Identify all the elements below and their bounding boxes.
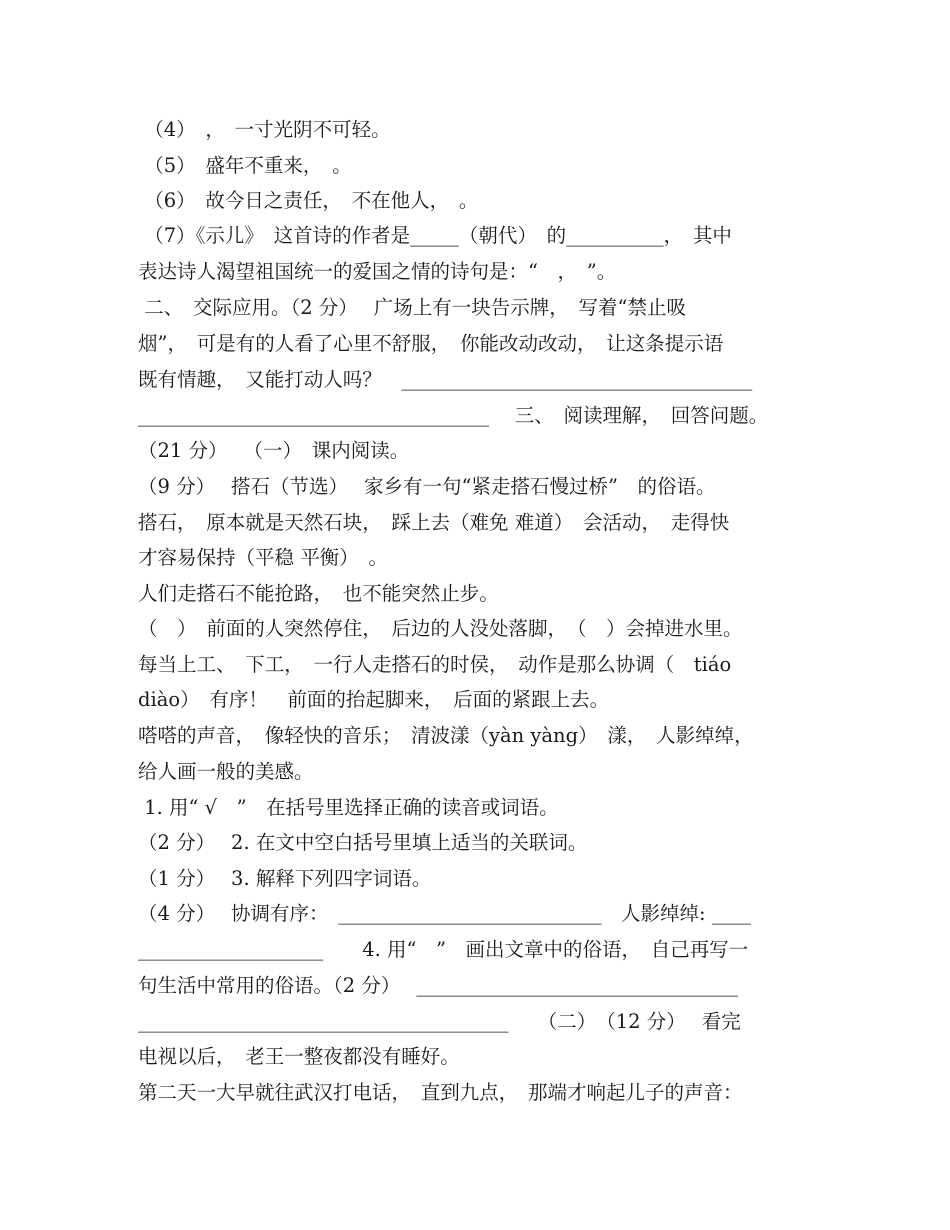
passage-line: 电视以后， 老王一整夜都没有睡好。 [138, 1045, 460, 1068]
text-line: （6） 故今日之责任， 不在他人， 。 [138, 189, 479, 212]
question-line: （1 分） 3. 解释下列四字词语。 [138, 867, 432, 890]
passage-line: 才容易保持（平稳 平衡） 。 [138, 546, 388, 569]
passage-line: （ ） 前面的人突然停住， 后边的人没处落脚， （ ）会掉进水里。 [138, 617, 743, 640]
passage-line: 每当上工、 下工， 一行人走搭石的时侯， 动作是那么协调（ tiáo [138, 653, 732, 676]
text-line: （5） 盛年不重来， 。 [138, 154, 352, 177]
passage-line: 嗒嗒的声音， 像轻快的音乐； 清波漾（yàn yàng） 漾， 人影绰绰， [138, 724, 754, 747]
passage-line: 人们走搭石不能抢路， 也不能突然止步。 [138, 582, 499, 605]
text-line: （21 分） （一） 课内阅读。 [138, 439, 410, 462]
text-line: 既有情趣， 又能打动人吗？ ____________________________________ [138, 368, 753, 391]
text-line: （7）《示儿》 这首诗的作者是_____（朝代） 的__________， 其中 [138, 224, 732, 247]
section-heading-reading: ____________________________________ 三、 阅读理解， 回答问题。 [138, 404, 769, 427]
section-heading-communication: 二、 交际应用。（2 分） 广场上有一块告示牌， 写着“禁止吸 [138, 296, 686, 319]
text-line: 烟”， 可是有的人看了心里不舒服， 你能改动改动， 让这条提示语 [138, 332, 724, 355]
passage-line: 第二天一大早就往武汉打电话， 直到九点， 那端才响起儿子的声音： [138, 1081, 743, 1104]
passage-title: （9 分） 搭石（节选） 家乡有一句“紧走搭石慢过桥” 的俗语。 [138, 475, 716, 498]
passage-line: diào） 有序！ 前面的抬起脚来， 后面的紧跟上去。 [138, 688, 610, 711]
question-line: 1. 用“ √ ” 在括号里选择正确的读音或词语。 [138, 796, 559, 819]
text-line: ______________________________________ （二） （12 分） 看完 [138, 1010, 741, 1033]
passage-line: 给人画一般的美感。 [138, 760, 314, 783]
question-line: （2 分） 2. 在文中空白括号里填上适当的关联词。 [138, 831, 588, 854]
text-line: 表达诗人渴望祖国统一的爱国之情的诗句是：“ ， ”。 [138, 260, 617, 283]
question-line: ___________________ 4. 用“ ” 画出文章中的俗语， 自己再写一 [138, 938, 749, 961]
question-line: （4 分） 协调有序： ___________________________ 人影绰绰: ____ [138, 902, 751, 925]
passage-line: 搭石， 原本就是天然石块， 踩上去（难免 难道） 会活动， 走得快 [138, 511, 730, 534]
question-line: 句生活中常用的俗语。（2 分） _________________________________ [138, 974, 739, 997]
text-line: （4） ， 一寸光阴不可轻。 [138, 118, 391, 141]
